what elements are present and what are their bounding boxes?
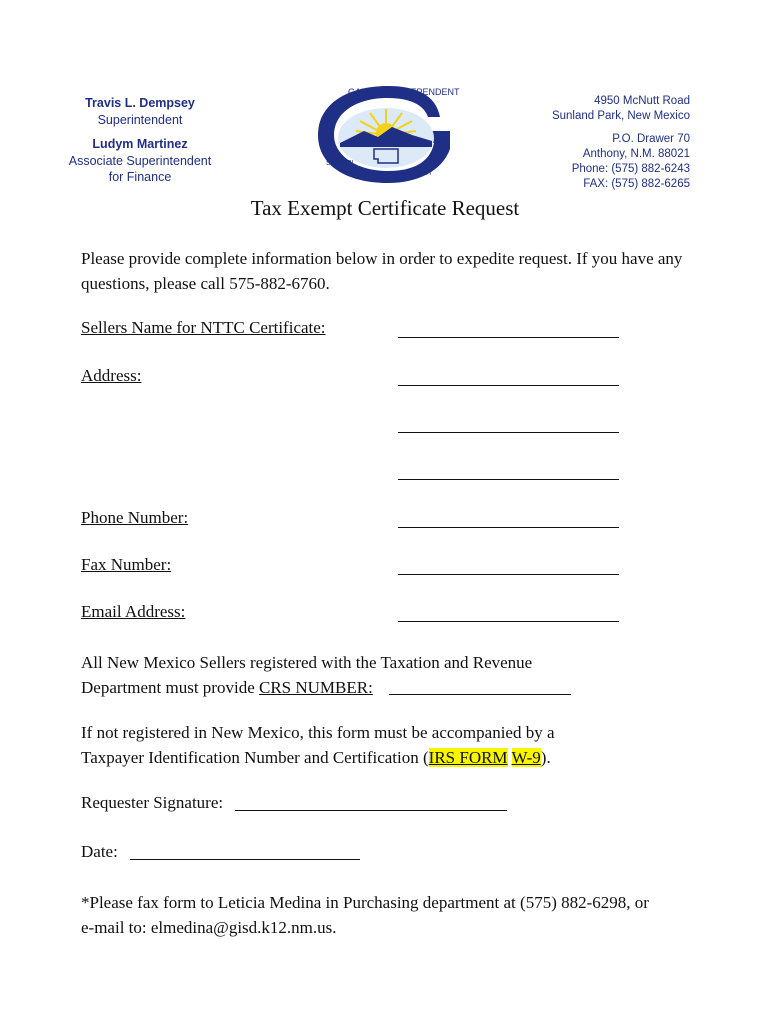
w9-paragraph <box>81 720 701 770</box>
city-address: Sunland Park, New Mexico <box>551 110 690 122</box>
fax-label: Fax Number: <box>81 555 172 574</box>
address-line-2[interactable] <box>398 432 619 433</box>
right-header <box>470 94 690 192</box>
w9-suffix: ). <box>540 748 551 767</box>
address-line-1[interactable] <box>398 385 619 386</box>
crs-line1: All New Mexico Sellers registered with the Taxation and Revenue <box>81 653 533 672</box>
crs-number-line[interactable] <box>389 676 571 695</box>
superintendent-name: Travis L. Dempsey <box>85 96 195 110</box>
fax-line[interactable] <box>398 574 619 575</box>
sellers-name-line[interactable] <box>398 337 619 338</box>
signature-line[interactable] <box>235 793 507 811</box>
associate-title-line1: Associate Superintendent <box>68 153 212 168</box>
w9-form-link: W-9 <box>511 748 541 767</box>
logo-text-top: GADSDEN INDEPENDENT <box>348 87 460 97</box>
fax-number: FAX: (575) 882-6265 <box>583 178 690 190</box>
date-row <box>81 842 360 862</box>
associate-name: Ludym Martinez <box>92 137 188 151</box>
crs-line2 <box>81 675 701 700</box>
email-label: Email Address: <box>81 602 186 621</box>
address-label: Address: <box>81 366 142 385</box>
intro-text: Please provide complete information below in order to expedite request. If you have any questions, please call 575-882-6760. <box>81 249 683 293</box>
sellers-name-label: Sellers Name for NTTC Certificate: <box>81 318 326 337</box>
logo-text-district: DISTRICT <box>400 170 433 177</box>
logo-text-school: SCHOOL <box>326 160 356 167</box>
associate-title-line2: for Finance <box>108 170 172 184</box>
crs-line2-prefix: Department must provide <box>81 678 259 697</box>
crs-paragraph <box>81 650 701 700</box>
phone-line[interactable] <box>398 527 619 528</box>
date-label: Date: <box>81 842 118 861</box>
page-title: Tax Exempt Certificate Request <box>250 196 520 220</box>
phone-label: Phone Number: <box>81 508 189 527</box>
address-line-3[interactable] <box>398 479 619 480</box>
irs-form-link: IRS FORM <box>428 748 508 767</box>
signature-row <box>81 793 507 813</box>
left-header <box>40 95 240 186</box>
footer-note: *Please fax form to Leticia Medina in Purchasing department at (575) 882-6298, or e-mail to: elmedina@gisd.k12.nm.us. <box>81 893 649 937</box>
district-logo <box>312 83 462 185</box>
w9-line2 <box>81 745 701 770</box>
w9-line1: If not registered in New Mexico, this form must be accompanied by a <box>81 723 555 742</box>
street-address: 4950 McNutt Road <box>594 95 690 107</box>
w9-line2-prefix: Taxpayer Identification Number and Certification ( <box>81 748 429 767</box>
phone-number: Phone: (575) 882-6243 <box>571 163 690 175</box>
po-box: P.O. Drawer 70 <box>612 133 690 145</box>
email-line[interactable] <box>398 621 619 622</box>
crs-number-label: CRS NUMBER: <box>259 678 373 697</box>
superintendent-title: Superintendent <box>97 112 183 127</box>
date-line[interactable] <box>130 842 360 860</box>
signature-label: Requester Signature: <box>81 793 224 812</box>
po-city: Anthony, N.M. 88021 <box>582 148 690 160</box>
